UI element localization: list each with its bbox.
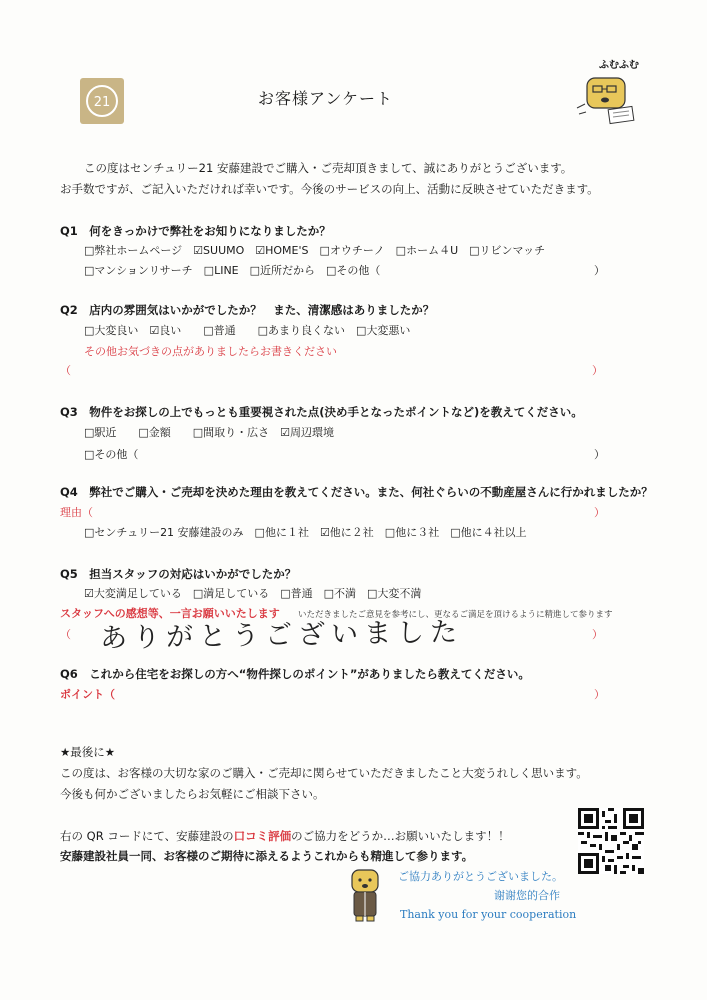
intro-line-2: お手数ですが、ご記入いただければ幸いです。今後のサービスの向上、活動に反映させていただきます。 bbox=[60, 182, 599, 196]
q5-comment-prompt: スタッフへの感想等、一言お願いいたします bbox=[60, 607, 280, 620]
q1-options-row1[interactable]: □弊社ホームページ ☑SUUMO ☑HOME'S □オウチーノ □ホーム４U □リビンマッチ bbox=[84, 244, 546, 257]
q3-options-row2[interactable]: □その他（ bbox=[84, 448, 139, 461]
qr-line-b: のご協力をどうか…お願いいたします！！ bbox=[291, 829, 510, 843]
q2-comment-prompt: その他お気づきの点がありましたらお書きください bbox=[84, 345, 337, 358]
q1-options-row2[interactable]: □マンションリサーチ □LINE □近所だから □その他（ bbox=[84, 264, 381, 277]
q5-handwritten-answer: ありがとうございました bbox=[99, 616, 464, 655]
q4-options[interactable]: □センチュリー21 安藤建設のみ □他に１社 ☑他に２社 □他に３社 □他に４社以上 bbox=[84, 526, 527, 539]
q5-options[interactable]: ☑大変満足している □満足している □普通 □不満 □大変不満 bbox=[84, 587, 422, 600]
q2-close-paren: ） bbox=[592, 364, 603, 377]
staff-commitment-line: 安藤建設社員一同、お客様のご期待に添えるようこれからも精進して参ります。 bbox=[60, 849, 474, 863]
q2-question: Q2 店内の雰囲気はいかがでしたか？ また、清潔感はありましたか？ bbox=[60, 303, 435, 317]
closing-heading: ★最後に★ bbox=[60, 745, 116, 759]
q2-options[interactable]: □大変良い ☑良い □普通 □あまり良くない □大変悪い bbox=[84, 324, 411, 337]
closing-line-1: この度は、お客様の大切な家のご購入・ご売却に関らせていただきましたこと大変うれしく思います。 bbox=[60, 766, 588, 780]
q6-point-label: ポイント（ bbox=[60, 688, 115, 701]
q4-question: Q4 弊社でご購入・ご売却を決めた理由を教えてください。また、何社ぐらいの不動産屋さんに行かれましたか？ bbox=[60, 485, 653, 499]
closing-line-2: 今後も何かございましたらお気軽にご相談下さい。 bbox=[60, 787, 325, 801]
mascot-reading-icon bbox=[575, 56, 650, 136]
q5-note: いただきましたご意見を参考にし、更なるご満足を頂けるように精進して参ります bbox=[298, 610, 613, 620]
qr-line-a: 右の QR コードにて、安藤建設の bbox=[60, 829, 234, 843]
q5-question: Q5 担当スタッフの対応はいかがでしたか？ bbox=[60, 567, 297, 581]
q1-question: Q1 何をきっかけで弊社をお知りになりましたか？ bbox=[60, 224, 331, 238]
q1-close-paren: ） bbox=[594, 264, 605, 277]
svg-text:21: 21 bbox=[93, 95, 111, 110]
thanks-japanese: ご協力ありがとうございました。 bbox=[398, 870, 563, 883]
century21-logo bbox=[80, 78, 124, 124]
q6-question: Q6 これから住宅をお探しの方へ“物件探しのポイント”がありましたら教えてください。 bbox=[60, 667, 530, 681]
q3-close-paren: ） bbox=[594, 448, 605, 461]
q6-close-paren: ） bbox=[594, 688, 605, 701]
mascot-caption: ふむふむ bbox=[599, 60, 639, 71]
page-title: お客様アンケート bbox=[258, 89, 394, 108]
qr-request-line bbox=[60, 828, 510, 844]
q3-options-row1[interactable]: □駅近 □金額 □間取り・広さ ☑周辺環境 bbox=[84, 426, 335, 439]
mascot-bowing-icon bbox=[342, 866, 390, 922]
q2-open-paren: （ bbox=[60, 364, 71, 377]
q4-reason-close: ） bbox=[594, 506, 605, 519]
thanks-english: Thank you for your cooperation bbox=[400, 908, 577, 921]
thanks-chinese: 谢谢您的合作 bbox=[494, 889, 560, 902]
q5-open-paren: （ bbox=[60, 628, 71, 641]
logo-mark-icon bbox=[84, 83, 120, 119]
q4-reason-label: 理由（ bbox=[60, 506, 93, 519]
q5-close-paren: ） bbox=[592, 628, 603, 641]
qr-line-review: 口コミ評価 bbox=[233, 829, 292, 843]
q3-question: Q3 物件をお探しの上でもっとも重要視された点(決め手となったポイントなど)を教えてください。 bbox=[60, 405, 583, 419]
intro-line-1: この度はセンチュリー21 安藤建設でご購入・ご売却頂きまして、誠にありがとうございます。 bbox=[84, 161, 573, 175]
qr-code-icon[interactable] bbox=[578, 808, 644, 874]
